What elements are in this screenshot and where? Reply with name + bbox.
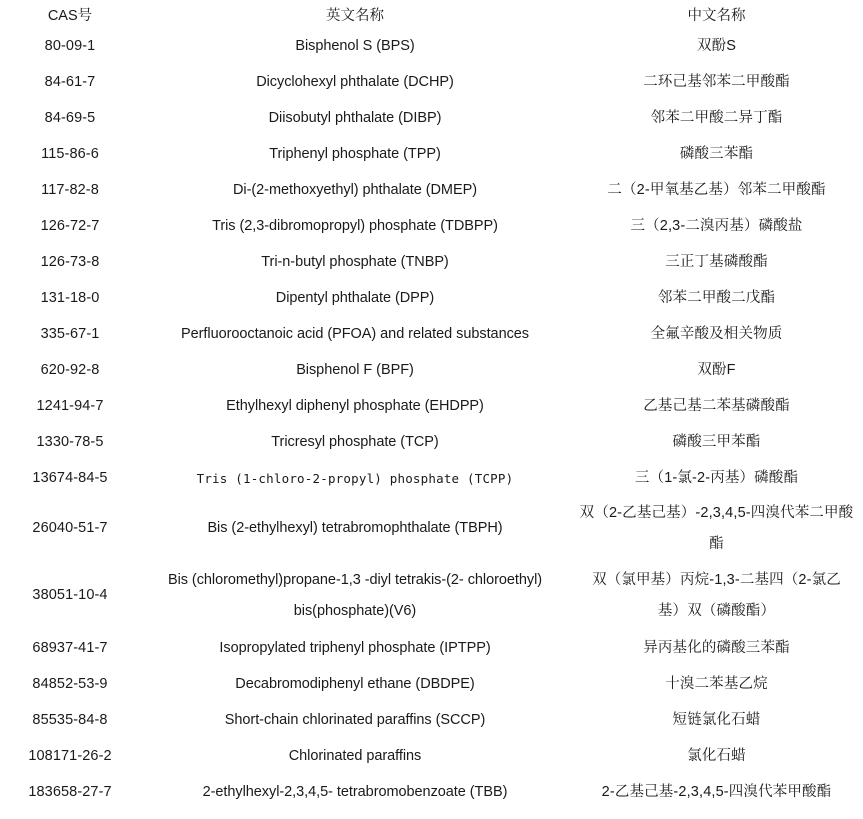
table-row [0,703,863,739]
cell-english-name: Di-(2-methoxyethyl) phthalate (DMEP) [233,182,477,199]
table-row [0,281,863,317]
cell-english-name: Dipentyl phthalate (DPP) [275,290,435,307]
cell-chinese-name: 邻苯二甲酸二戊酯 [657,290,776,307]
cell-chinese-name: 二（2-甲氧基乙基）邻苯二甲酸酯 [607,182,826,199]
cell-cas-number: 131-18-0 [40,290,100,307]
cell-chinese-name: 2-乙基己基-2,3,4,5-四溴代苯甲酸酯 [601,784,832,801]
table-row [0,353,863,389]
cell-cas-number: 84-61-7 [44,74,96,91]
cell-cas-number: 115-86-6 [41,146,99,163]
cell-cas-number: 117-82-8 [41,182,99,199]
table-row [0,101,863,137]
table-row [0,561,863,631]
table-row [0,29,863,65]
cell-chinese-name: 磷酸三甲苯酯 [672,434,761,451]
column-header-english-name: 英文名称 [326,8,384,24]
cell-cas-number: 126-73-8 [40,254,100,271]
cell-cas-number: 335-67-1 [40,326,100,343]
table-row [0,775,863,811]
cell-english-name: Dicyclohexyl phthalate (DCHP) [256,74,454,91]
table-row [0,631,863,667]
table-row [0,389,863,425]
cell-english-name: Ethylhexyl diphenyl phosphate (EHDPP) [226,398,484,415]
cell-chinese-name: 双酚S [696,38,737,55]
cell-chinese-name [570,561,863,631]
cell-cas-number: 1241-94-7 [36,398,104,415]
cell-english-name: Tricresyl phosphate (TCP) [271,434,439,451]
cell-cas-number: 108171-26-2 [28,748,112,765]
cell-chinese-name: 全氟辛酸及相关物质 [650,326,783,343]
chinese-name-line: 双（氯甲基）丙烷-1,3-二基四（2-氯乙 [592,572,841,589]
chinese-name-line: 基）双（磷酸酯） [657,602,776,619]
cell-chinese-name: 双酚F [697,362,736,379]
cell-chinese-name: 短链氯化石蜡 [672,712,761,729]
cell-english-name: Short-chain chlorinated paraffins (SCCP) [224,712,486,729]
table-header [0,0,863,29]
cell-chinese-name: 三正丁基磷酸酯 [665,254,768,271]
table-row [0,497,863,561]
table-body [0,29,863,811]
cell-cas-number: 84-69-5 [44,110,96,127]
chinese-name-line: 双（2-乙基己基）-2,3,4,5-四溴代苯二甲酸 [579,505,854,522]
cell-chinese-name: 氯化石蜡 [687,748,746,765]
cell-english-name: Bisphenol F (BPF) [296,362,414,379]
cell-english-name: Chlorinated paraffins [288,748,422,765]
cell-cas-number: 126-72-7 [40,218,100,235]
table-header-row [0,0,863,29]
cell-english-name: Diisobutyl phthalate (DIBP) [268,110,442,127]
cell-cas-number: 80-09-1 [44,38,96,55]
cell-chinese-name [570,497,863,561]
cell-cas-number: 38051-10-4 [32,587,108,604]
table-row [0,209,863,245]
cell-cas-number: 68937-41-7 [32,640,108,657]
table-row [0,739,863,775]
cell-chinese-name: 二环己基邻苯二甲酸酯 [643,74,790,91]
cell-cas-number: 26040-51-7 [32,520,108,537]
cell-english-name: Perfluorooctanoic acid (PFOA) and related substances [181,326,529,343]
cell-english-name [140,561,570,631]
cell-chinese-name: 三（2,3-二溴丙基）磷酸盐 [630,218,803,235]
cell-chinese-name: 邻苯二甲酸二异丁酯 [650,110,783,127]
table-row [0,173,863,209]
column-header-cas: CAS号 [47,8,93,24]
cell-chinese-name: 三（1-氯-2-丙基）磷酸酯 [634,470,799,487]
cell-english-name: Bis (2-ethylhexyl) tetrabromophthalate (TBPH) [207,520,503,537]
cell-cas-number: 620-92-8 [40,362,100,379]
table-row [0,137,863,173]
table-row [0,245,863,281]
cell-english-name: Tri-n-butyl phosphate (TNBP) [261,254,449,271]
cell-chinese-name: 乙基己基二苯基磷酸酯 [643,398,790,415]
cell-cas-number: 13674-84-5 [32,470,108,487]
cell-chinese-name: 异丙基化的磷酸三苯酯 [643,640,790,657]
english-name-line: bis(phosphate)(V6) [293,602,417,619]
table-row [0,65,863,101]
table-row [0,317,863,353]
table-row [0,461,863,497]
cell-cas-number: 85535-84-8 [32,712,108,729]
cell-chinese-name: 十溴二苯基乙烷 [665,676,768,693]
column-header-chinese-name: 中文名称 [687,8,746,24]
cell-english-name: Isopropylated triphenyl phosphate (IPTPP) [219,640,491,657]
cell-cas-number: 1330-78-5 [36,434,104,451]
table-row [0,425,863,461]
english-name-line: Bis (chloromethyl)propane-1,3 -diyl tetrakis-(2- chloroethyl) [167,572,543,589]
chinese-name-line: 酯 [709,535,724,552]
cell-cas-number: 183658-27-7 [28,784,112,801]
cell-english-name: Tris (1-chloro-2-propyl) phosphate (TCPP) [196,470,514,486]
cell-english-name: 2-ethylhexyl-2,3,4,5- tetrabromobenzoate (TBB) [202,784,508,801]
cell-english-name: Triphenyl phosphate (TPP) [269,146,441,163]
cell-english-name: Bisphenol S (BPS) [295,38,415,55]
cell-chinese-name: 磷酸三苯酯 [679,146,754,163]
table-row [0,667,863,703]
cell-english-name: Tris (2,3-dibromopropyl) phosphate (TDBPP) [212,218,498,235]
cell-english-name: Decabromodiphenyl ethane (DBDPE) [235,676,475,693]
cell-cas-number: 84852-53-9 [32,676,108,693]
